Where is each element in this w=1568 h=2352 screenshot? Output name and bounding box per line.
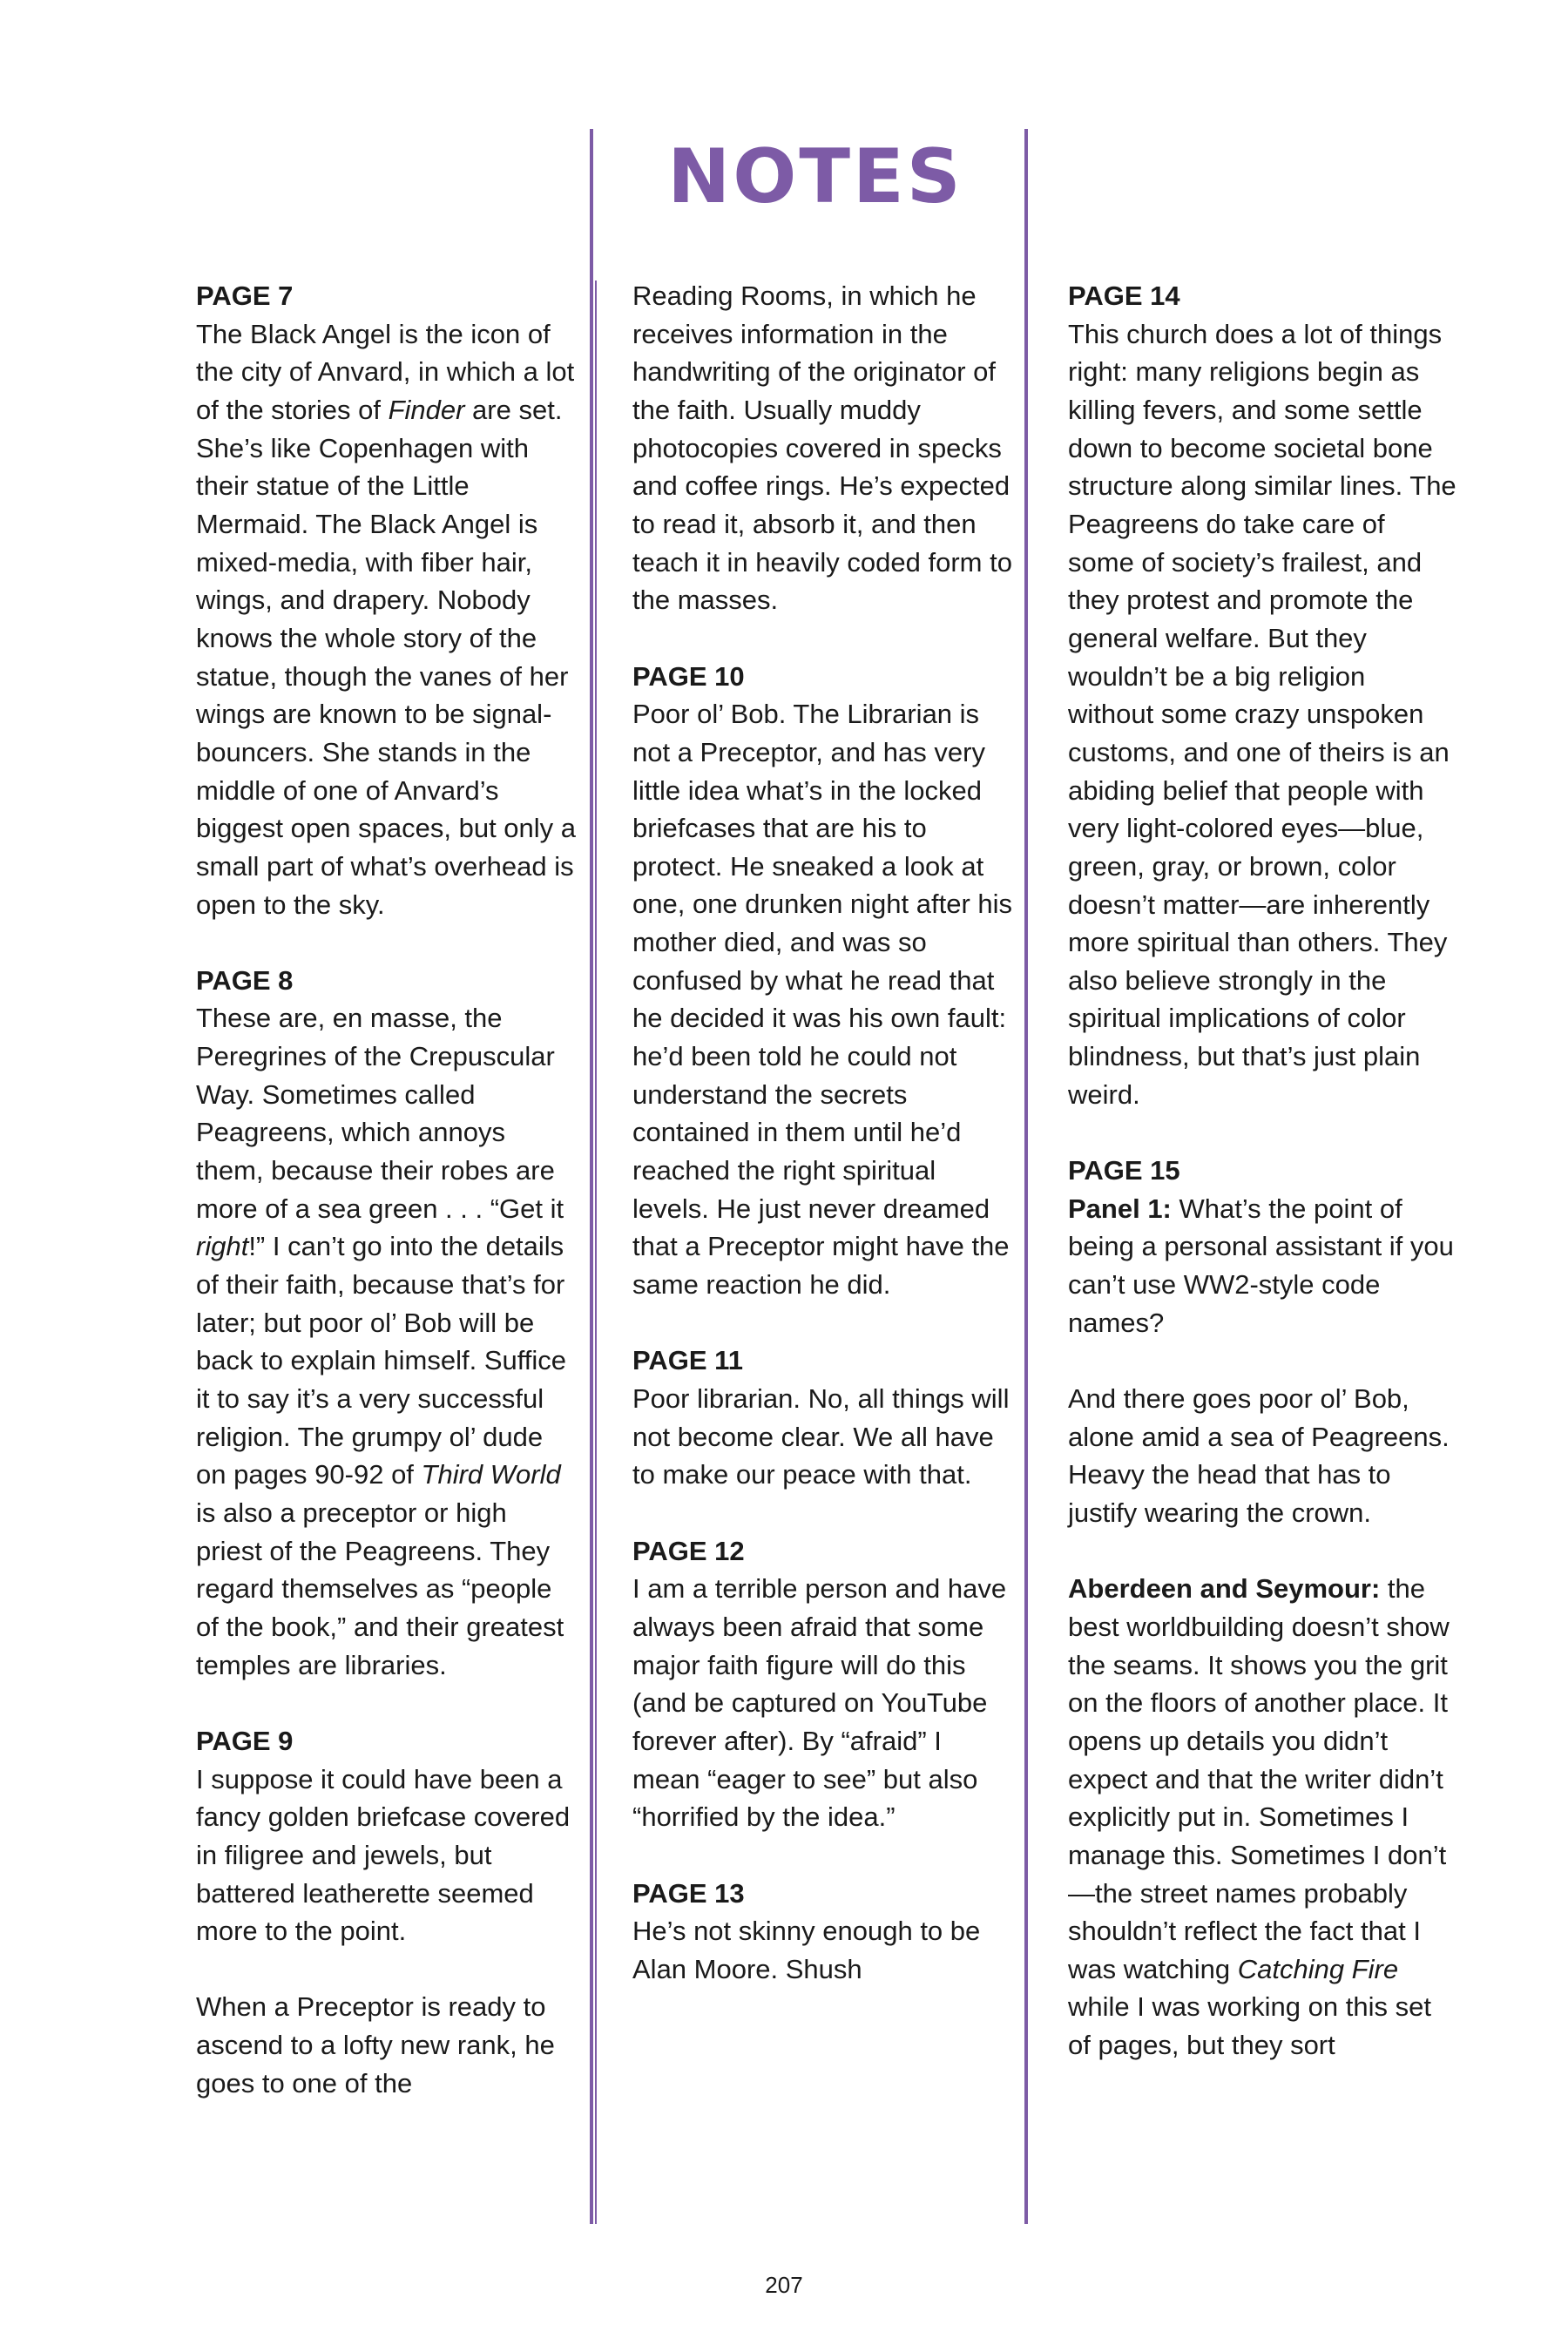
column-divider-left-inner: [595, 280, 597, 2224]
note-page-9: I suppose it could have been a fancy golden briefcase covered in filigree and jewels, but battered leatherette seemed more to the point.: [196, 1763, 571, 1947]
title-reference: Finder: [388, 394, 465, 425]
note-text: while I was working on this set of pages, but they sort: [1068, 1991, 1431, 2061]
note-page-13: He’s not skinny enough to be Alan Moore. Shush: [632, 1916, 981, 1984]
notes-column-1: [196, 277, 579, 2102]
note-text: are set. She’s like Copenhagen with their statue of the Little Mermaid. The Black Angel is mixed-media, with fiber hair, wings, and drapery. Nobody knows the whole story of the statue, though the vanes of her wings are known to be signal-bouncers. She stands in the middle of one of Anvard’s biggest open spaces, but only a small part of what’s overhead is open to the sky.: [196, 394, 577, 920]
note-text: !” I can’t go into the details of their faith, because that’s for later; but poor ol’ Bob will be back to explain himself. Suffice it to say it’s a very successful religion. The grumpy ol’ dude on pages 90-92 of: [196, 1231, 567, 1490]
section-heading-page-14: PAGE 14: [1068, 280, 1180, 311]
page-number: 207: [765, 2272, 803, 2298]
aberdeen-label: Aberdeen and Seymour:: [1068, 1573, 1381, 1605]
section-heading-page-8: PAGE 8: [196, 964, 294, 996]
section-heading-page-10: PAGE 10: [632, 660, 745, 692]
column-divider-left: [590, 129, 593, 2224]
section-heading-page-9: PAGE 9: [196, 1725, 294, 1756]
note-text: What’s the point of being a personal assistant if you can’t use WW2-style code names?: [1068, 1193, 1454, 1338]
section-heading-page-15: PAGE 15: [1068, 1155, 1180, 1186]
note-page-8: [196, 999, 579, 1684]
note-page-9-continued: When a Preceptor is ready to ascend to a lofty new rank, he goes to one of the: [196, 1991, 555, 2099]
title-reference: Third World: [421, 1459, 561, 1490]
note-text: These are, en masse, the Peregrines of the Crepuscular Way. Sometimes called Peagreens, which annoys them, because their robes are more of a sea green . . . “Get it: [196, 1003, 564, 1224]
note-text: is also a preceptor or high priest of the Peagreens. They regard themselves as “people of the book,” and their greatest temples are libraries.: [196, 1497, 564, 1680]
note-page-11: Poor librarian. No, all things will not become clear. We all have to make our peace with that.: [632, 1383, 1010, 1490]
note-page-15-bob: And there goes poor ol’ Bob, alone amid a sea of Peagreens. Heavy the head that has to justify wearing the crown.: [1068, 1383, 1450, 1528]
note-text: the best worldbuilding doesn’t show the seams. It shows you the grit on the floors of another place. It opens up details you didn’t expect and that the writer didn’t explicitly put in. Sometimes I manage this. Sometimes I don’t—the street names probably shouldn’t reflect the fact that I was watching: [1068, 1573, 1450, 1984]
notes-column-3: [1068, 277, 1456, 2065]
section-heading-page-13: PAGE 13: [632, 1877, 745, 1909]
note-aberdeen-seymour: [1068, 1570, 1456, 2065]
note-page-9-cont: Reading Rooms, in which he receives information in the handwriting of the originator of the faith. Usually muddy photocopies covered in specks and coffee rings. He’s expected to read it, absorb it, and then teach it in heavily coded form to the masses.: [632, 280, 1012, 616]
emphasis: right: [196, 1231, 249, 1262]
note-page-14: This church does a lot of things right: many religions begin as killing fevers, and some settle down to become societal bone structure along similar lines. The Peagreens do take care of some of society’s frailest, and they protest and promote the general welfare. But they wouldn’t be a big religion without some crazy unspoken customs, and one of theirs is an abiding belief that people with very light-colored eyes—blue, green, gray, or brown, color doesn’t matter—are inherently more spiritual than others. They also believe strongly in the spiritual implications of color blindness, but that’s just plain weird.: [1068, 318, 1456, 1110]
note-text: The Black Angel is the icon of the city of Anvard, in which a lot of the stories of: [196, 318, 575, 425]
note-page-15-panel-1: [1068, 1190, 1456, 1342]
section-heading-page-12: PAGE 12: [632, 1535, 745, 1566]
section-heading-page-7: PAGE 7: [196, 280, 294, 311]
note-page-7: [196, 315, 579, 924]
column-divider-right: [1024, 129, 1028, 2224]
title-reference: Catching Fire: [1237, 1953, 1399, 1984]
note-page-10: Poor ol’ Bob. The Librarian is not a Preceptor, and has very little idea what’s in the locked briefcases that are his to protect. He sneaked a look at one, one drunken night after his mother died, and was so confused by what he read that he decided it was his own fault: he’d been told he could not understand the secrets contained in them until he’d reached the right spiritual levels. He just never dreamed that a Preceptor might have the same reaction he did.: [632, 699, 1013, 1301]
notes-column-2: [632, 277, 1016, 1988]
note-page-12: I am a terrible person and have always been afraid that some major faith figure will do this (and be captured on YouTube forever after). By “afraid” I mean “eager to see” but also “horrified by the idea.”: [632, 1573, 1007, 1833]
section-heading-page-11: PAGE 11: [632, 1345, 743, 1376]
panel-label: Panel 1:: [1068, 1193, 1172, 1224]
page-title: NOTES: [667, 133, 963, 220]
